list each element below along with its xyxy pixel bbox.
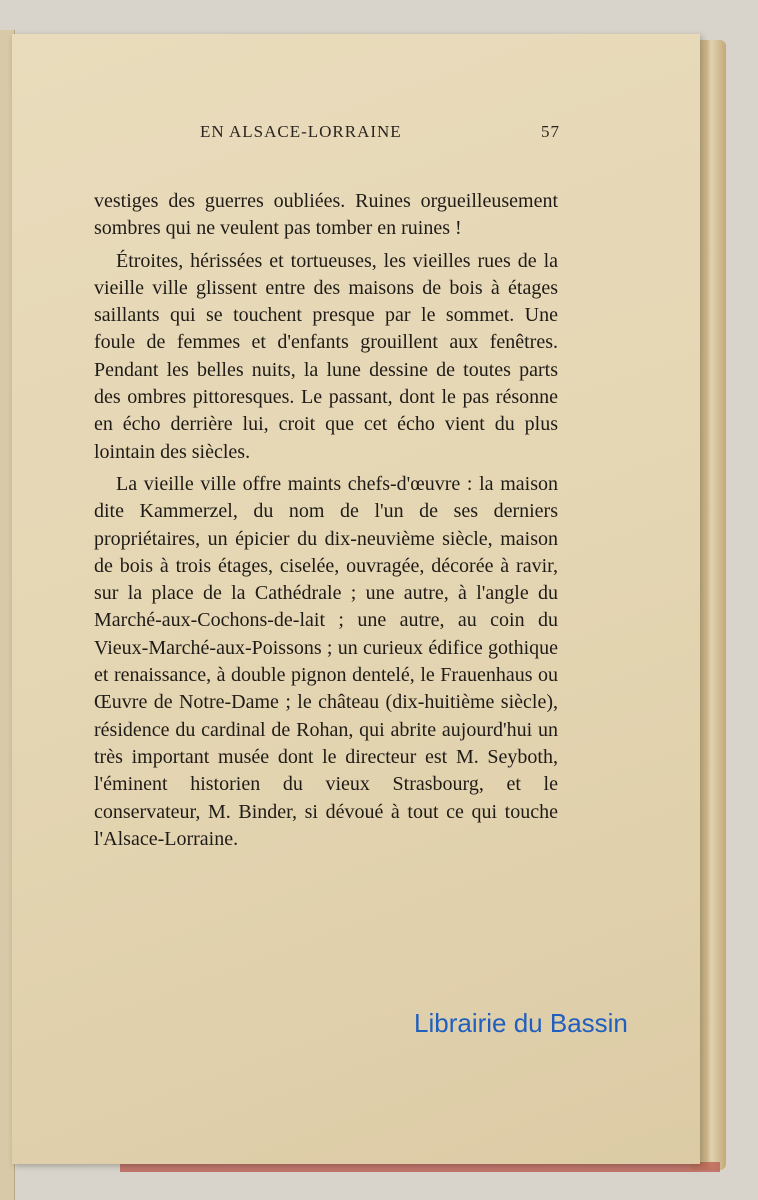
- paragraph-3: La vieille ville offre maints chefs-d'œuvre : la maison dite Kammerzel, du nom de l'un de ses derniers propriétaires, un épicier du dix-neuvième siècle, maison de bois à trois étages, ciselée, ouvragée, décorée à ravir, sur la place de la Cathédrale ; une autre, à l'angle du Marché-aux-Cochons-de-lait ; une autre, au coin du Vieux-Marché-aux-Poissons ; un curieux édifice gothique et renaissance, à double pignon dentelé, le Frauenhaus ou Œuvre de Notre-Dame ; le château (dix-huitième siècle), résidence du cardinal de Rohan, qui abrite aujourd'hui un très important musée dont le directeur est M. Seyboth, l'éminent historien du vieux Strasbourg, et le conservateur, M. Binder, si dévoué à tout ce qui touche l'Alsace-Lorraine.: [94, 472, 558, 850]
- page-number: 57: [541, 122, 560, 141]
- body-text: [94, 188, 558, 853]
- paragraph-2: Étroites, hérissées et tortueuses, les vieilles rues de la vieille ville glissent entre des maisons de bois à étages saillants qui se touchent presque par le sommet. Une foule de femmes et d'enfants grouillent aux fenêtres. Pendant les belles nuits, la lune dessine de toutes parts des ombres pittoresques. Le passant, dont le pas résonne en écho derrière lui, croit que cet écho vient du plus lointain des siècles.: [94, 249, 558, 463]
- running-head-title: EN ALSACE-LORRAINE: [200, 122, 402, 141]
- paragraph-1: vestiges des guerres oubliées. Ruines orgueilleusement sombres qui ne veulent pas tomber en ruines !: [94, 190, 558, 240]
- running-head: [200, 122, 560, 142]
- watermark: Librairie du Bassin: [414, 1008, 628, 1038]
